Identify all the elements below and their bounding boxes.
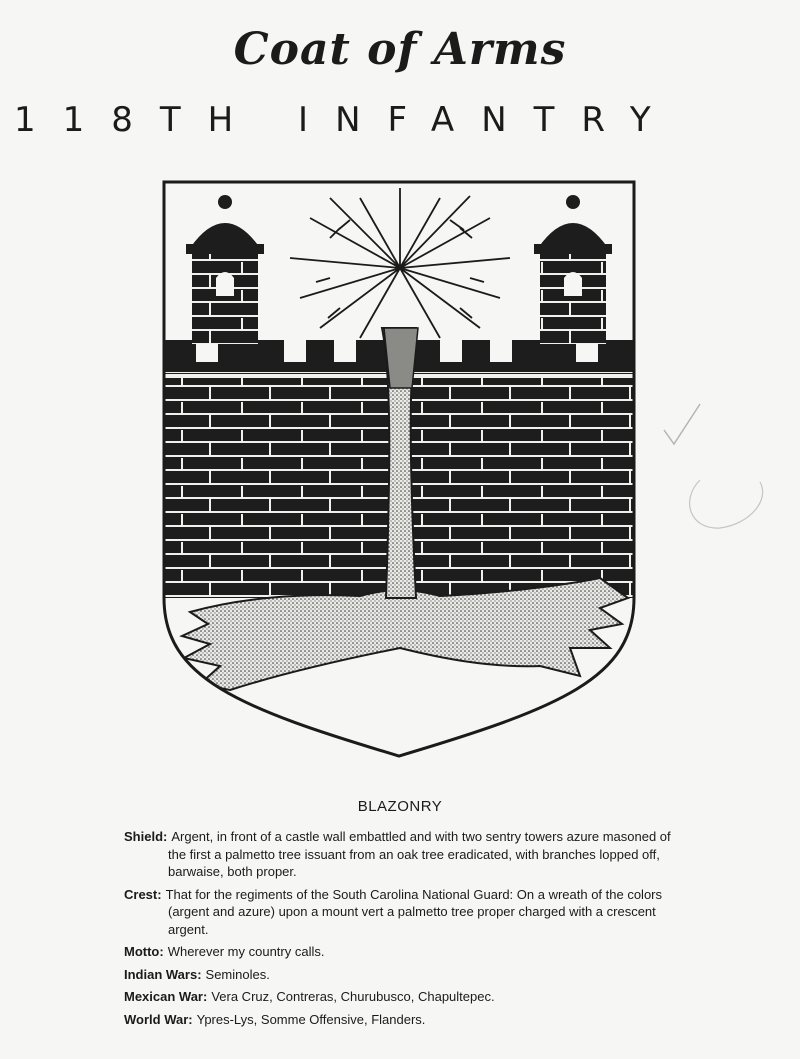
motto-entry xyxy=(124,943,684,961)
coat-of-arms-shield xyxy=(160,178,638,768)
blazonry-entries xyxy=(124,828,684,1033)
world-war-entry xyxy=(124,1011,684,1029)
indian-wars-label: Indian Wars: xyxy=(124,966,202,982)
motto-text: Wherever my country calls. xyxy=(167,944,325,959)
shield-label: Shield: xyxy=(124,829,168,844)
blazonry-heading: BLAZONRY xyxy=(357,798,443,815)
shield-text: Argent, in front of a castle wall embattled and with two sentry towers azure masoned of the first a palmetto tree issuant from an oak tree eradicated, with branches lopped off, barwaise, both proper. xyxy=(168,829,671,879)
page-title: Coat of Arms xyxy=(233,24,567,75)
indian-wars-entry xyxy=(124,966,684,984)
world-war-label: World War: xyxy=(124,1011,193,1027)
world-war-text: Ypres-Lys, Somme Offensive, Flanders. xyxy=(196,1011,426,1027)
indian-wars-text: Seminoles. xyxy=(205,966,270,982)
motto-label: Motto: xyxy=(124,944,164,959)
crest-entry xyxy=(124,886,684,939)
mexican-war-text: Vera Cruz, Contreras, Churubusco, Chapultepec. xyxy=(211,989,495,1004)
crest-text: That for the regiments of the South Carolina National Guard: On a wreath of the colors (argent and azure) upon a mount vert a palmetto tree proper charged with a crescent argent. xyxy=(165,886,663,937)
mexican-war-entry xyxy=(124,988,684,1006)
page-subtitle: 118TH INFANTRY xyxy=(14,100,678,140)
crest-label: Crest: xyxy=(124,886,162,902)
pencil-annotation xyxy=(640,400,790,540)
mexican-war-label: Mexican War: xyxy=(124,989,208,1004)
shield-entry xyxy=(124,828,684,881)
